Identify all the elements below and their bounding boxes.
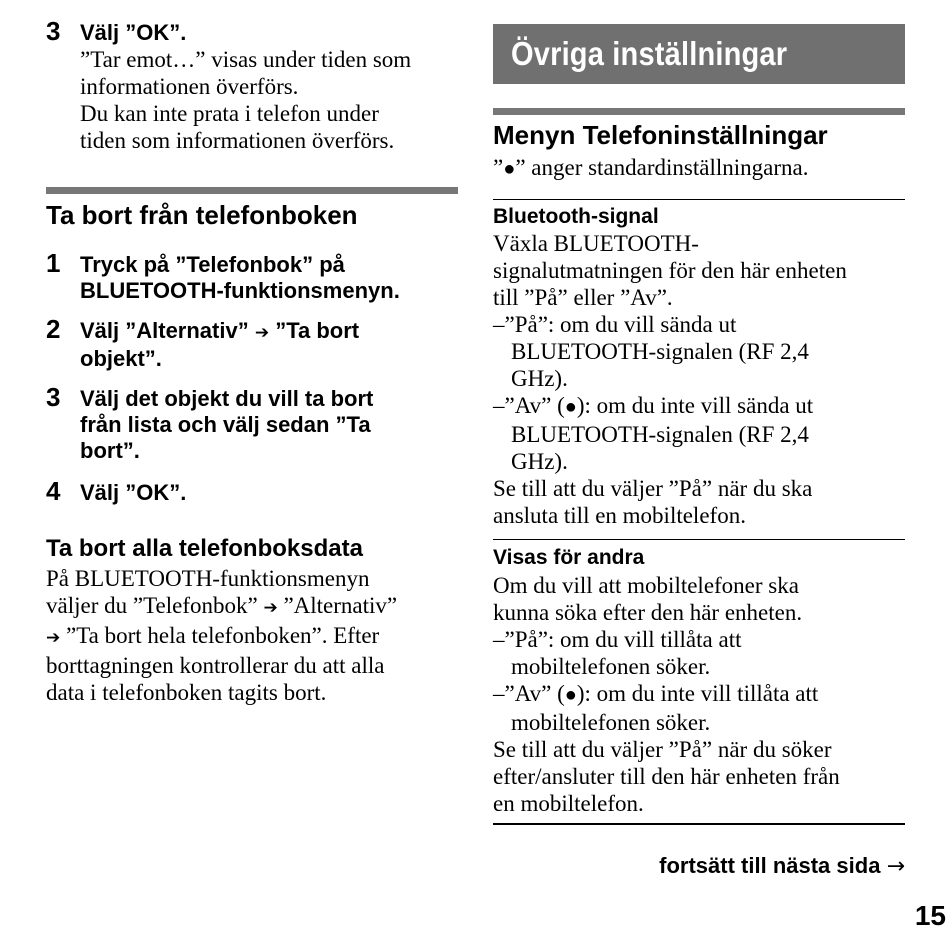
arrow-right-icon: ➔ [254, 323, 270, 343]
step-line: Du kan inte prata i telefon under [80, 101, 379, 126]
body-text: väljer du ”Telefonbok” [46, 593, 258, 618]
step-title: Välj ”OK”. [80, 20, 187, 45]
option-line: GHz). [511, 449, 568, 474]
body-line: Se till att du väljer ”På” när du söker [493, 737, 832, 762]
bluetooth-body [493, 230, 905, 529]
step-line: tiden som informationen överförs. [80, 128, 395, 153]
section-divider [46, 187, 458, 194]
option-line [493, 392, 905, 421]
delete-all-body [46, 565, 458, 706]
step-title [80, 318, 458, 372]
body-line: borttagningen kontrollerar du att alla [46, 653, 385, 678]
option-text: –”Av” ( [493, 681, 565, 706]
arrow-right-icon: ➔ [46, 628, 61, 648]
step-number: 2 [46, 314, 61, 344]
body-line: ansluta till en mobiltelefon. [493, 503, 746, 528]
body-text: ”Alternativ” [283, 593, 398, 618]
body-line: På BLUETOOTH-funktionsmenyn [46, 566, 370, 591]
menu-heading: Menyn Telefoninställningar [493, 120, 828, 150]
setting-heading-visible: Visas för andra [493, 546, 645, 569]
step-title: Välj ”OK”. [80, 480, 187, 505]
visible-body [493, 572, 905, 817]
body-line: en mobiltelefon. [493, 791, 644, 816]
body-line: kunna söka efter den här enheten. [493, 600, 803, 625]
step-title-line: bort”. [80, 438, 140, 463]
option-text: –”Av” ( [493, 393, 565, 418]
section-divider [493, 108, 905, 115]
body-line: Om du vill att mobiltelefoner ska [493, 573, 799, 598]
option-line: BLUETOOTH-signalen (RF 2,4 [511, 339, 809, 364]
option-off [493, 680, 905, 736]
option-line: –”På”: om du vill sända ut [493, 312, 737, 337]
step-body [80, 46, 458, 154]
option-line: mobiltelefonen söker. [511, 654, 711, 679]
step-text: ”Ta bort [275, 318, 360, 343]
step-title-line: objekt”. [80, 346, 162, 371]
option-line [493, 680, 905, 709]
continue-text: fortsätt till nästa sida [659, 853, 881, 878]
body-line [46, 622, 458, 652]
step-line: ”Tar emot…” visas under tiden som [80, 47, 412, 72]
step-4 [46, 476, 458, 506]
step-line: informationen överförs. [80, 74, 299, 99]
step-2 [46, 314, 458, 372]
option-line: –”På”: om du vill tillåta att [493, 627, 742, 652]
step-number: 3 [46, 16, 61, 46]
option-off [493, 392, 905, 475]
option-line: BLUETOOTH-signalen (RF 2,4 [511, 422, 809, 447]
section-heading-delete: Ta bort från telefonboken [46, 200, 358, 230]
body-text: ” [493, 155, 504, 180]
option-on [493, 311, 905, 392]
option-text: ): om du inte vill sända ut [576, 393, 814, 418]
step-3-select [46, 382, 458, 464]
option-line: GHz). [511, 366, 568, 391]
step-title-line: Välj det objekt du vill ta bort [80, 386, 374, 411]
body-line: data i telefonboken tagits bort. [46, 680, 327, 705]
body-line: Se till att du väljer ”På” när du ska [493, 476, 813, 501]
divider [493, 539, 905, 540]
step-text: Välj ”Alternativ” [80, 318, 249, 343]
option-text: ): om du inte vill tillåta att [576, 681, 819, 706]
default-bullet-icon: ● [564, 684, 577, 706]
continue-next-page [659, 853, 905, 879]
step-3-ok [46, 16, 458, 154]
body-line: till ”På” eller ”Av”. [493, 285, 673, 310]
subheading-delete-all: Ta bort alla telefonboksdata [46, 535, 363, 562]
section-banner [493, 24, 905, 84]
step-title-line [80, 318, 458, 346]
step-title [80, 386, 458, 464]
body-line: signalutmatningen för den här enheten [493, 258, 847, 283]
arrow-right-icon: → [886, 854, 905, 879]
arrow-right-icon: ➔ [263, 598, 278, 618]
option-line: mobiltelefonen söker. [511, 710, 711, 735]
setting-heading-bluetooth: Bluetooth-signal [493, 205, 659, 228]
body-line: efter/ansluter till den här enheten från [493, 764, 840, 789]
option-on [493, 626, 905, 680]
page-number: 15 [914, 900, 946, 931]
step-title-line: BLUETOOTH-funktionsmenyn. [80, 278, 400, 303]
default-bullet-icon: ● [564, 396, 577, 418]
step-number: 1 [46, 248, 61, 278]
default-note [493, 154, 905, 183]
step-number: 3 [46, 382, 61, 412]
step-title [80, 252, 458, 304]
divider [493, 199, 905, 200]
body-line: Växla BLUETOOTH- [493, 231, 699, 256]
step-1 [46, 248, 458, 304]
step-title-line: från lista och välj sedan ”Ta [80, 412, 371, 437]
body-text: ” anger standardinställningarna. [515, 155, 809, 180]
body-text: ”Ta bort hela telefonboken”. Efter [66, 623, 380, 648]
step-title-line: Tryck på ”Telefonbok” på [80, 252, 345, 277]
default-bullet-icon: ● [503, 158, 516, 180]
divider [493, 823, 905, 825]
body-line [46, 592, 458, 622]
banner-title: Övriga inställningar [511, 35, 788, 72]
step-number: 4 [46, 476, 61, 506]
